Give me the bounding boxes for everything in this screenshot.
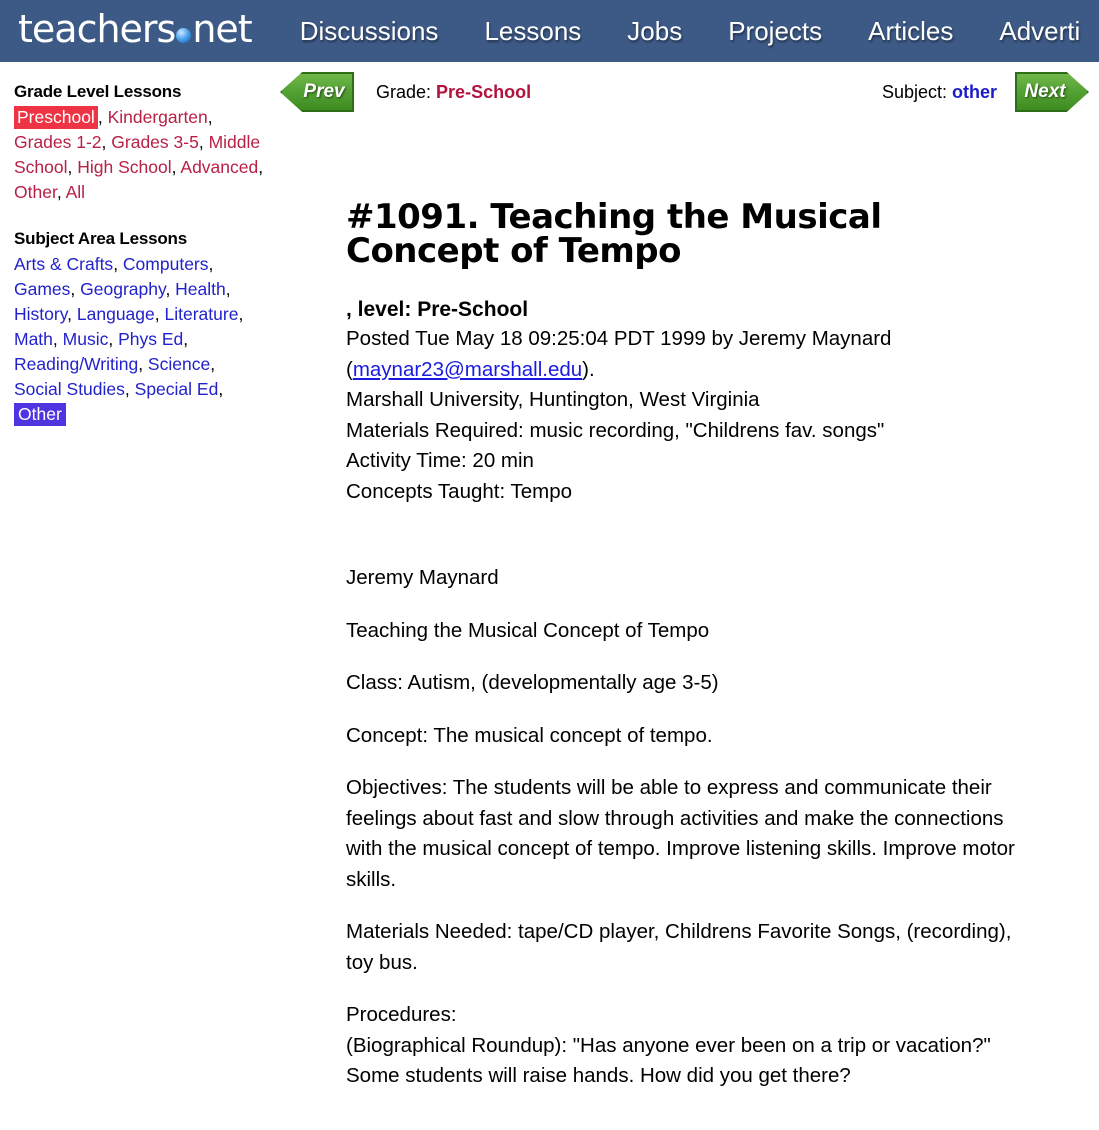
- subject-indicator-value[interactable]: other: [952, 81, 997, 102]
- paren-open: (: [346, 357, 353, 381]
- blue-sphere-icon: [176, 28, 191, 43]
- body-paragraph-objectives: Objectives: The students will be able to express and communicate their feelings about fast and slow through activities and make the connections with the musical concept of tempo. Improve listening skills. Improve motor skills.: [346, 776, 1015, 891]
- body-paragraph-concept: Concept: The musical concept of tempo.: [346, 723, 713, 747]
- grade-link-grades-3-5[interactable]: Grades 3-5: [111, 132, 199, 152]
- paren-close: ).: [582, 357, 595, 381]
- subject-link-games[interactable]: Games: [14, 279, 71, 299]
- separator: ,: [210, 354, 216, 374]
- separator: ,: [208, 254, 214, 274]
- separator: ,: [207, 107, 213, 127]
- email-line: [346, 355, 1019, 386]
- subject-link-geography[interactable]: Geography: [80, 279, 166, 299]
- subject-link-health[interactable]: Health: [175, 279, 226, 299]
- affiliation-line: Marshall University, Huntington, West Virginia: [346, 388, 760, 411]
- subject-link-computers[interactable]: Computers: [122, 254, 209, 274]
- concepts-taught-line: Concepts Taught: Tempo: [346, 479, 573, 503]
- posted-line: [346, 324, 1019, 355]
- subject-link-language[interactable]: Language: [76, 304, 155, 324]
- separator: ,: [67, 304, 77, 324]
- subject-area-heading: Subject Area Lessons: [14, 229, 187, 248]
- body-paragraph-procedures-heading: Procedures:: [346, 1003, 457, 1026]
- prev-button-label: Prev: [303, 81, 345, 102]
- separator: ,: [218, 379, 224, 399]
- nav-item-lessons[interactable]: Lessons: [484, 16, 582, 46]
- lesson-title: #1091. Teaching the Musical Concept of Tempo: [346, 197, 882, 271]
- grade-link-advanced[interactable]: Advanced: [180, 157, 259, 177]
- body-paragraph-author: Jeremy Maynard: [346, 566, 499, 589]
- nav-item-projects[interactable]: Projects: [728, 16, 823, 46]
- lesson-metadata: [346, 324, 1019, 507]
- separator: ,: [97, 107, 108, 127]
- separator: ,: [70, 279, 81, 299]
- grade-link-kindergarten[interactable]: Kindergarten: [107, 107, 208, 127]
- lesson-level: , level: Pre-School: [346, 298, 529, 321]
- author-email-link[interactable]: maynar23@marshall.edu: [352, 357, 583, 381]
- grade-link-middle-school[interactable]: Middle School: [14, 132, 261, 177]
- subject-indicator-label: Subject:: [881, 81, 947, 102]
- separator: ,: [52, 329, 63, 349]
- subject-link-literature[interactable]: Literature: [164, 304, 239, 324]
- lesson-article: [0, 52, 1099, 1114]
- grade-link-all[interactable]: All: [65, 182, 86, 202]
- posted-text: Posted Tue May 18 09:25:04 PDT 1999 by Jeremy Maynard: [346, 327, 892, 350]
- subject-link-history[interactable]: History: [14, 304, 68, 324]
- separator: ,: [183, 329, 189, 349]
- separator: ,: [113, 254, 123, 274]
- logo-text-part1: teachers: [18, 7, 176, 51]
- activity-time-line: Activity Time: 20 min: [346, 449, 534, 472]
- separator: ,: [258, 157, 264, 177]
- separator: ,: [198, 132, 209, 152]
- separator: ,: [225, 279, 231, 299]
- body-paragraph-subject: Teaching the Musical Concept of Tempo: [346, 618, 710, 642]
- separator: ,: [165, 279, 176, 299]
- separator: ,: [67, 157, 78, 177]
- subject-link-phys-ed[interactable]: Phys Ed: [118, 329, 184, 349]
- separator: ,: [56, 182, 66, 202]
- subject-link-science[interactable]: Science: [147, 354, 211, 374]
- nav-item-advertise[interactable]: Adverti: [999, 16, 1081, 46]
- subject-link-other[interactable]: Other: [14, 403, 66, 426]
- subject-link-reading-writing[interactable]: Reading/Writing: [14, 354, 139, 374]
- primary-navigation: [300, 18, 1081, 44]
- subject-link-music[interactable]: Music: [62, 329, 109, 349]
- separator: ,: [124, 379, 135, 399]
- separator: ,: [154, 304, 165, 324]
- grade-link-preschool[interactable]: Preschool: [14, 106, 98, 129]
- next-button-label: Next: [1024, 81, 1066, 102]
- subject-link-math[interactable]: Math: [14, 329, 53, 349]
- body-paragraph-class: Class: Autism, (developmentally age 3-5): [346, 671, 719, 694]
- separator: ,: [138, 354, 148, 374]
- body-paragraph-materials: Materials Needed: tape/CD player, Childrens Favorite Songs, (recording), toy bus.: [346, 920, 1012, 974]
- grade-indicator-label: Grade:: [376, 81, 432, 102]
- separator: ,: [171, 157, 181, 177]
- subject-link-arts-crafts[interactable]: Arts & Crafts: [14, 254, 114, 274]
- lesson-body: [346, 563, 1019, 1092]
- materials-required-line: Materials Required: music recording, "Childrens fav. songs": [346, 418, 885, 442]
- nav-item-discussions[interactable]: Discussions: [299, 16, 439, 46]
- nav-item-jobs[interactable]: Jobs: [627, 16, 683, 46]
- logo-text: [18, 7, 252, 51]
- subject-link-social-studies[interactable]: Social Studies: [14, 379, 125, 399]
- grade-link-grades-1-2[interactable]: Grades 1-2: [14, 132, 102, 152]
- separator: ,: [101, 132, 112, 152]
- nav-item-articles[interactable]: Articles: [868, 16, 954, 46]
- subject-link-special-ed[interactable]: Special Ed: [134, 379, 219, 399]
- grade-indicator-value[interactable]: Pre-School: [436, 81, 532, 102]
- body-paragraph-procedures-detail: (Biographical Roundup): "Has anyone ever been on a trip or vacation?" Some students will raise hands. How did you get there?: [346, 1033, 991, 1087]
- grade-link-other[interactable]: Other: [14, 182, 57, 202]
- grade-link-high-school[interactable]: High School: [77, 157, 172, 177]
- site-logo[interactable]: [0, 7, 258, 51]
- grade-level-heading: Grade Level Lessons: [14, 82, 182, 101]
- separator: ,: [108, 329, 119, 349]
- logo-text-part2: net: [192, 7, 252, 51]
- separator: ,: [238, 304, 244, 324]
